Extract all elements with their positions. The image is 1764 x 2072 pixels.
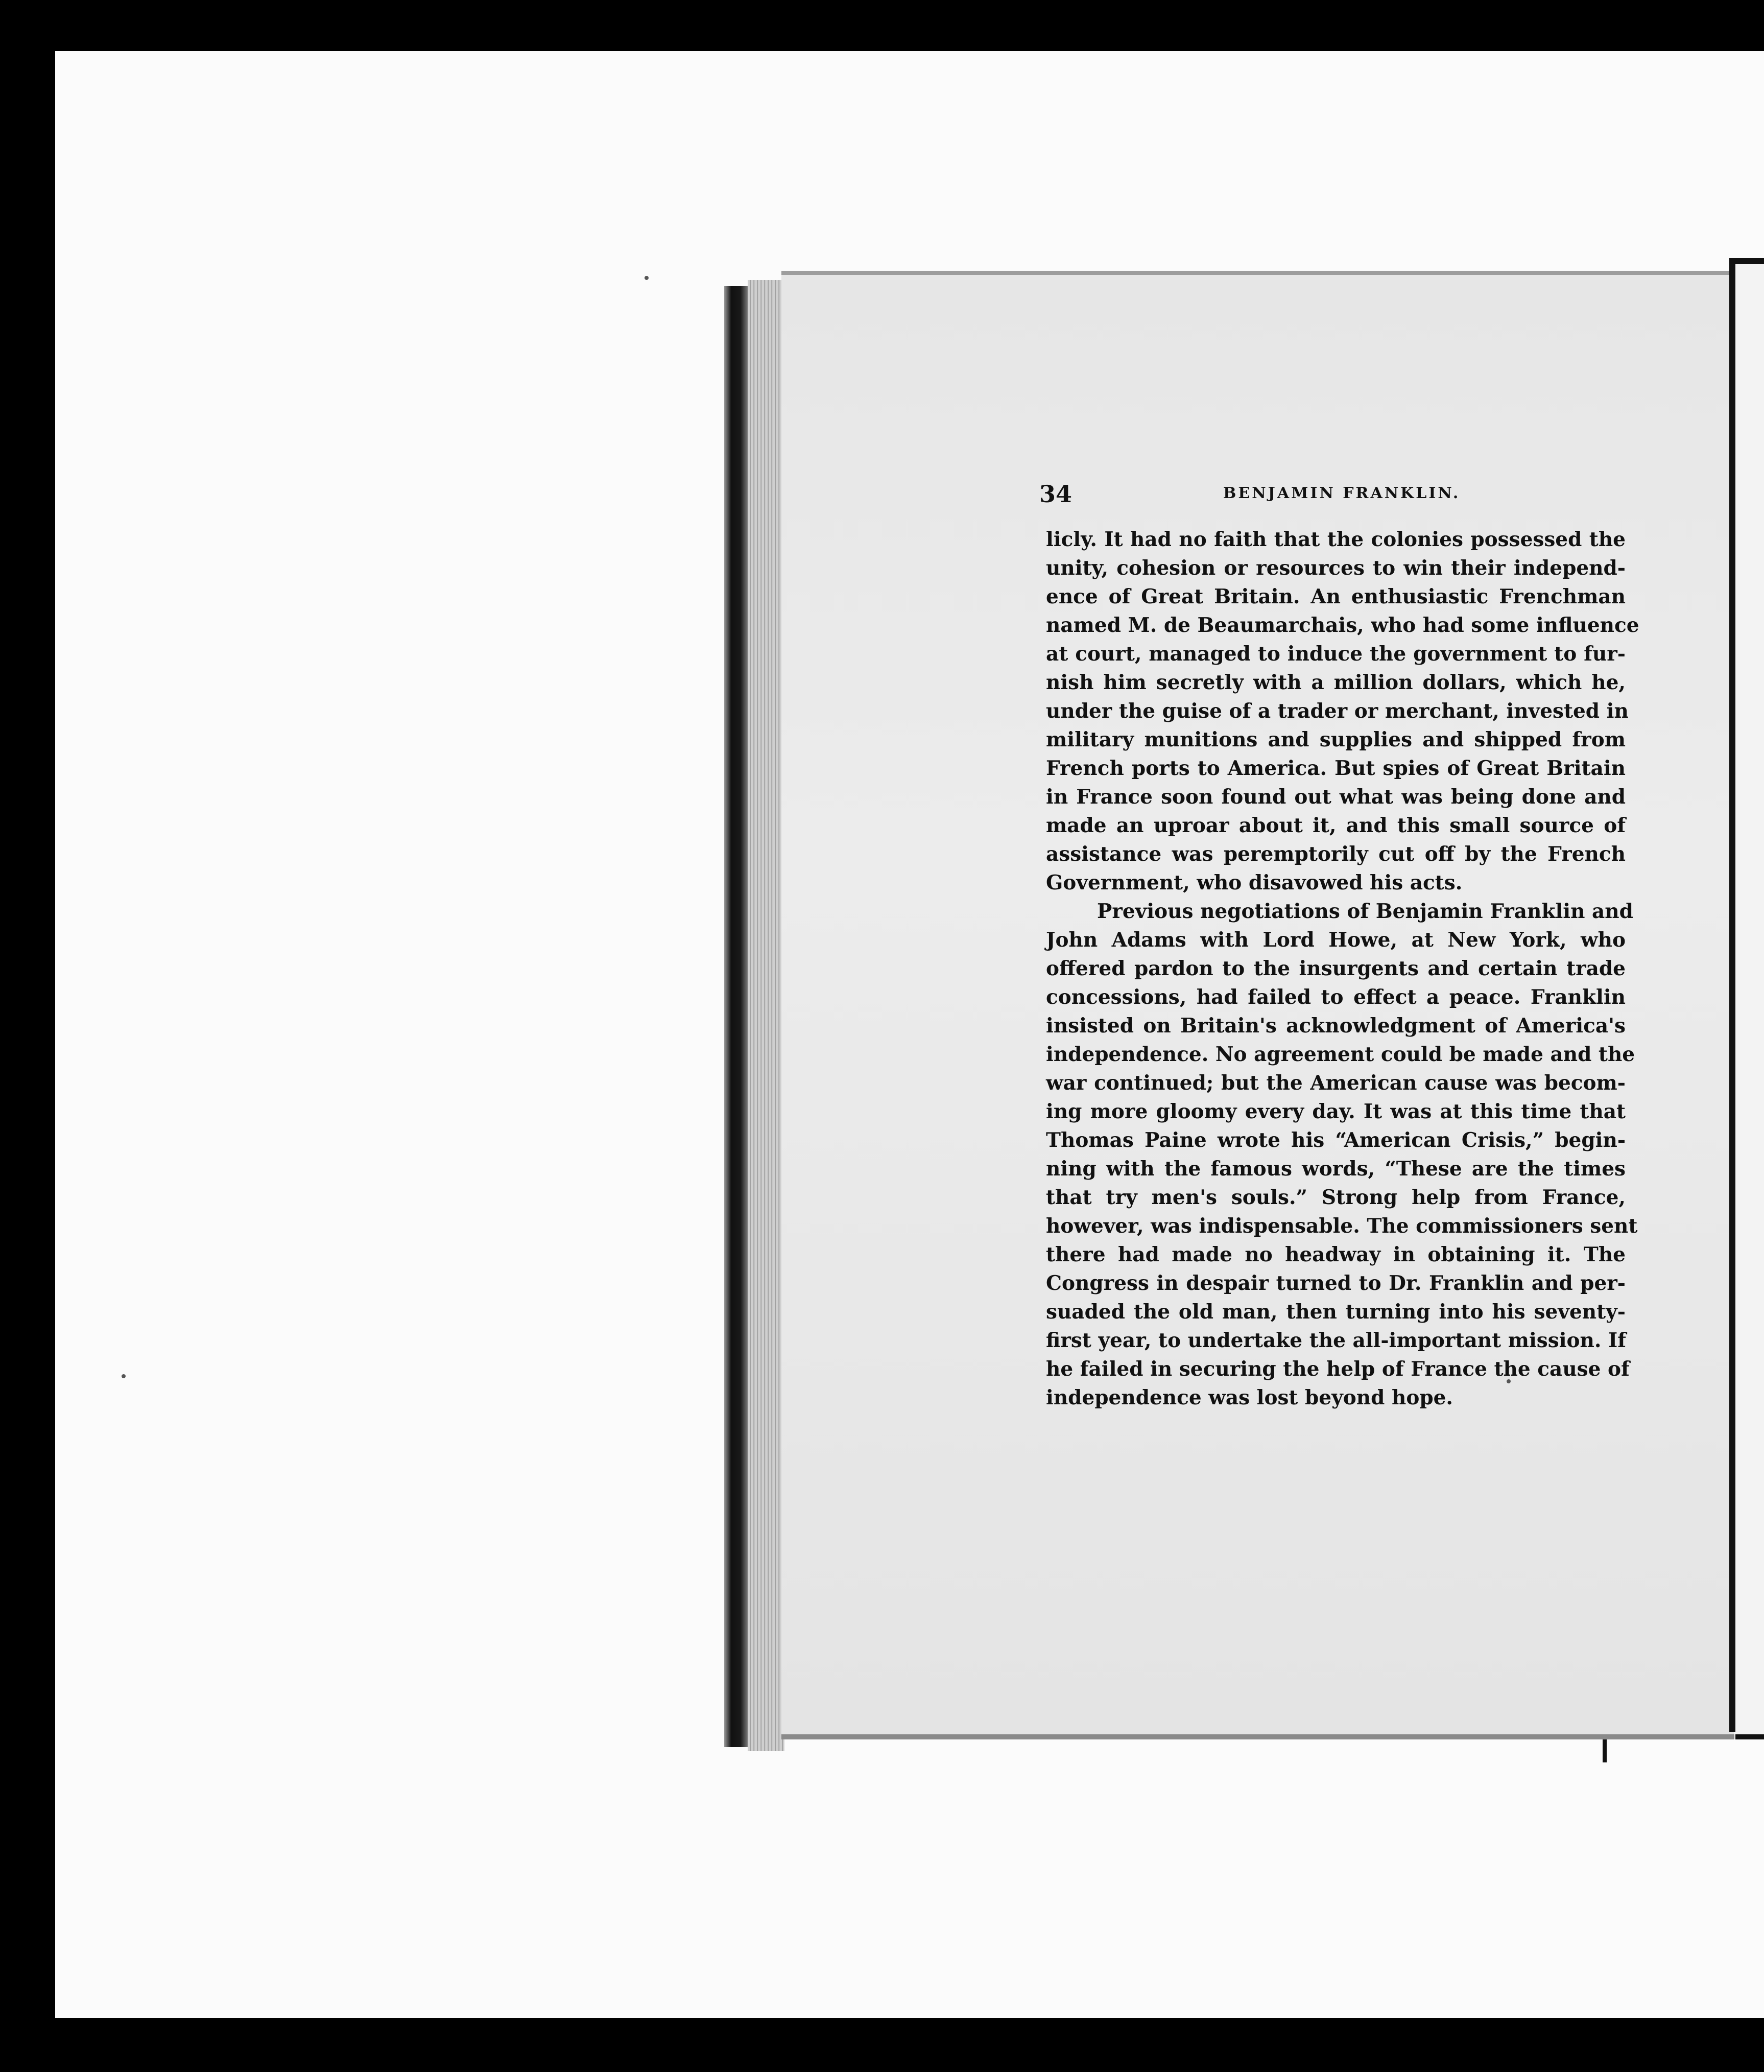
text-line: licly. It had no faith that the colonies possessed the [1046, 528, 1626, 551]
text-line: military munitions and supplies and shipped from [1046, 728, 1626, 751]
bottom-edge-mark [1603, 1739, 1607, 1762]
text-line: ing more gloomy every day. It was at this time that [1046, 1100, 1626, 1123]
text-line: at court, managed to induce the government to fur- [1046, 642, 1626, 666]
running-head [1039, 480, 1619, 506]
text-line: offered pardon to the insurgents and certain trade [1046, 957, 1626, 980]
microfilm-frame-left [0, 0, 55, 2072]
text-line: in France soon found out what was being done and [1046, 785, 1626, 809]
text-line: independence was lost beyond hope. [1046, 1386, 1453, 1409]
text-line: that try men's souls.” Strong help from France, [1046, 1186, 1626, 1209]
body-text [1046, 525, 1639, 1412]
text-line: named M. de Beaumarchais, who had some influence [1046, 614, 1639, 637]
text-line: French ports to America. But spies of Great Britain [1046, 757, 1626, 780]
microfilm-frame-top [0, 0, 1764, 51]
film-speck [645, 276, 649, 280]
text-line: nish him secretly with a million dollars, which he, [1046, 671, 1626, 694]
text-line: suaded the old man, then turning into his seventy- [1046, 1300, 1626, 1324]
page-gutter-shadow [1729, 261, 1735, 1732]
text-line: under the guise of a trader or merchant, invested in [1046, 699, 1629, 723]
text-line: John Adams with Lord Howe, at New York, who [1046, 928, 1626, 952]
film-speck [122, 1374, 126, 1378]
facing-page-top-edge [1729, 258, 1764, 264]
text-line: unity, cohesion or resources to win their independ- [1046, 556, 1626, 580]
running-title: BENJAMIN FRANKLIN. [1223, 484, 1461, 502]
text-line: ence of Great Britain. An enthusiastic Frenchman [1046, 585, 1626, 608]
page-number: 34 [1039, 480, 1072, 508]
text-line: he failed in securing the help of France the cause of [1046, 1357, 1630, 1381]
book-page-edges [748, 280, 784, 1751]
text-line: independence. No agreement could be made and the [1046, 1043, 1635, 1066]
book-spine-edge [724, 286, 748, 1747]
text-line: war continued; but the American cause was becom- [1046, 1071, 1626, 1095]
text-line: Congress in despair turned to Dr. Franklin and per- [1046, 1272, 1626, 1295]
microfilm-frame-bottom [0, 2018, 1764, 2072]
text-line: made an uproar about it, and this small source of [1046, 814, 1626, 837]
text-line: Previous negotiations of Benjamin Franklin and [1097, 900, 1633, 923]
text-line: concessions, had failed to effect a peace. Franklin [1046, 985, 1626, 1009]
text-line: Thomas Paine wrote his “American Crisis,” begin- [1046, 1128, 1626, 1152]
text-line: however, was indispensable. The commissioners sent [1046, 1214, 1638, 1238]
facing-page [1735, 258, 1764, 1739]
text-line: first year, to undertake the all-important mission. If [1046, 1329, 1627, 1352]
text-line: Government, who disavowed his acts. [1046, 871, 1463, 894]
text-line: there had made no headway in obtaining it. The [1046, 1243, 1626, 1266]
text-line: assistance was peremptorily cut off by the French [1046, 842, 1626, 866]
text-line: ning with the famous words, “These are the times [1046, 1157, 1626, 1181]
text-line: insisted on Britain's acknowledgment of America's [1046, 1014, 1626, 1038]
